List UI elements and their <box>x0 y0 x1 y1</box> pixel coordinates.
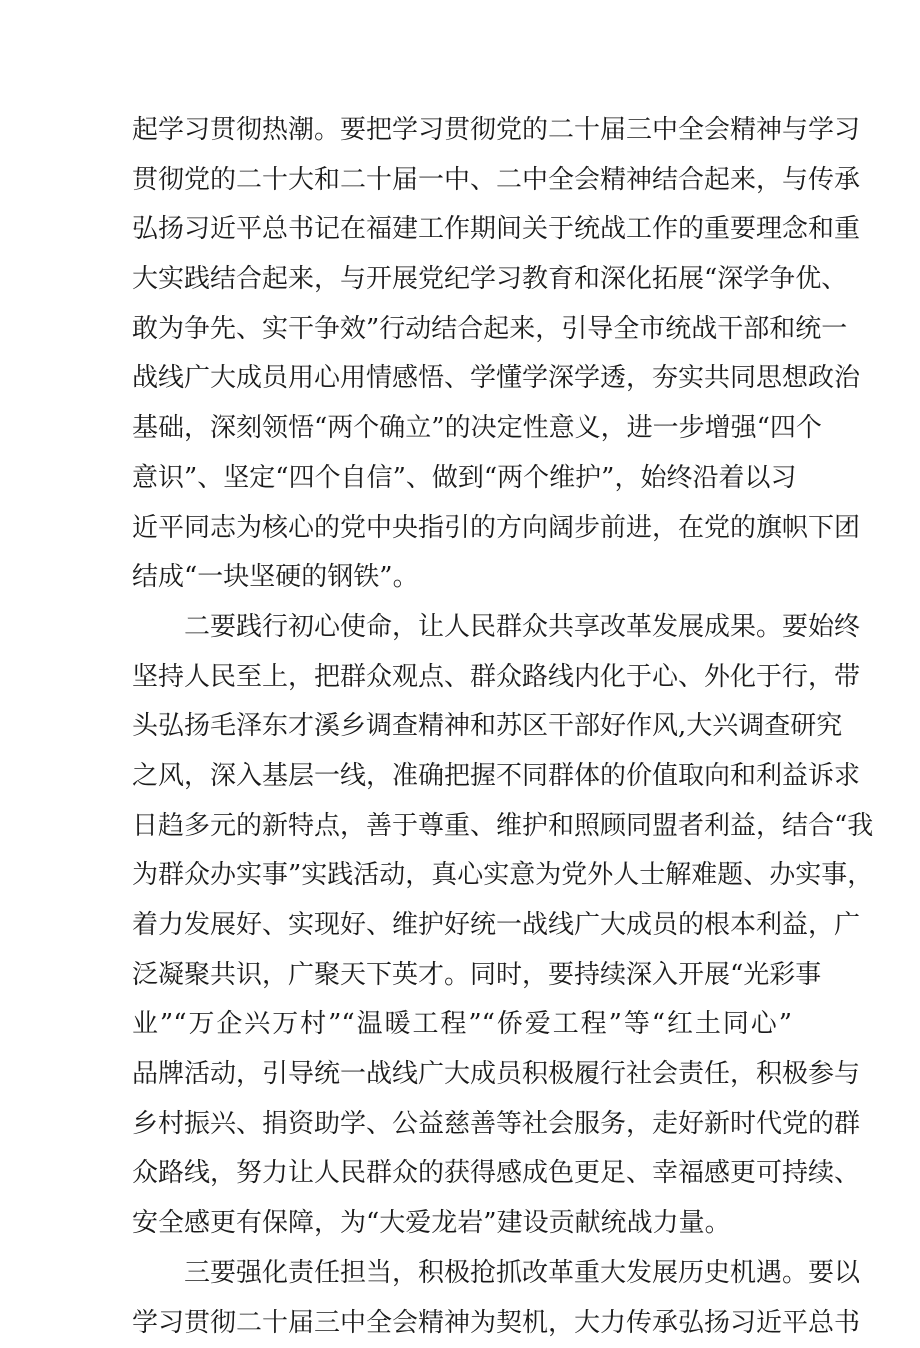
text-line: 业”“万企兴万村”“温暖工程”“侨爱工程”等“红土同心” <box>132 1000 792 1050</box>
paragraph-3 <box>132 1249 792 1348</box>
text-line: 弘扬习近平总书记在福建工作期间关于统战工作的重要理念和重 <box>132 205 792 255</box>
text-line: 众路线，努力让人民群众的获得感成色更足、幸福感更可持续、 <box>132 1149 792 1199</box>
text-line: 品牌活动，引导统一战线广大成员积极履行社会责任，积极参与 <box>132 1050 792 1100</box>
text-line: 坚持人民至上，把群众观点、群众路线内化于心、外化于行，带 <box>132 653 792 703</box>
text-line: 二要践行初心使命，让人民群众共享改革发展成果。要始终 <box>132 603 792 653</box>
text-line: 头弘扬毛泽东才溪乡调查精神和苏区干部好作风,大兴调查研究 <box>132 702 792 752</box>
text-line: 贯彻党的二十大和二十届一中、二中全会精神结合起来，与传承 <box>132 156 792 206</box>
paragraph-1 <box>132 106 792 603</box>
text-line: 战线广大成员用心用情感悟、学懂学深学透，夯实共同思想政治 <box>132 354 792 404</box>
text-line: 近平同志为核心的党中央指引的方向阔步前进，在党的旗帜下团 <box>132 504 792 554</box>
text-line: 大实践结合起来，与开展党纪学习教育和深化拓展“深学争优、 <box>132 255 792 305</box>
text-line: 意识”、坚定“四个自信”、做到“两个维护”，始终沿着以习 <box>132 454 792 504</box>
text-line: 敢为争先、实干争效”行动结合起来，引导全市统战干部和统一 <box>132 305 792 355</box>
text-line: 乡村振兴、捐资助学、公益慈善等社会服务，走好新时代党的群 <box>132 1100 792 1150</box>
text-line: 着力发展好、实现好、维护好统一战线广大成员的根本利益，广 <box>132 901 792 951</box>
text-line: 基础，深刻领悟“两个确立”的决定性意义，进一步增强“四个 <box>132 404 792 454</box>
text-line: 安全感更有保障，为“大爱龙岩”建设贡献统战力量。 <box>132 1199 792 1249</box>
text-line: 为群众办实事”实践活动，真心实意为党外人士解难题、办实事， <box>132 851 792 901</box>
paragraph-2 <box>132 603 792 1249</box>
text-line: 泛凝聚共识，广聚天下英才。同时，要持续深入开展“光彩事 <box>132 951 792 1001</box>
text-line: 日趋多元的新特点，善于尊重、维护和照顾同盟者利益，结合“我 <box>132 802 792 852</box>
text-line: 结成“一块坚硬的钢铁”。 <box>132 553 792 603</box>
text-line: 起学习贯彻热潮。要把学习贯彻党的二十届三中全会精神与学习 <box>132 106 792 156</box>
text-line: 学习贯彻二十届三中全会精神为契机，大力传承弘扬习近平总书 <box>132 1299 792 1348</box>
text-line: 之风，深入基层一线，准确把握不同群体的价值取向和利益诉求 <box>132 752 792 802</box>
document-body <box>132 106 792 1348</box>
text-line: 三要强化责任担当，积极抢抓改革重大发展历史机遇。要以 <box>132 1249 792 1299</box>
